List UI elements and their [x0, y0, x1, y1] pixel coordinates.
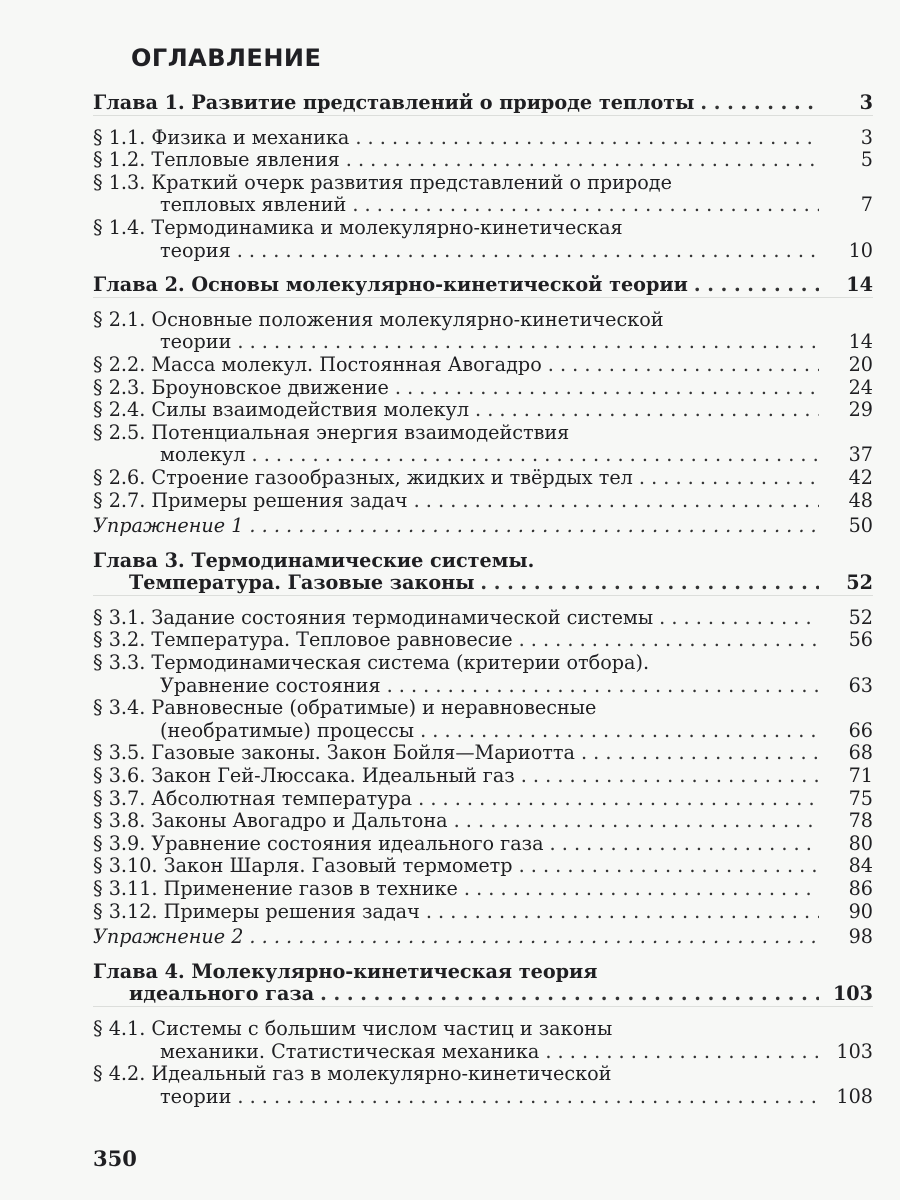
entry-line [93, 742, 873, 765]
entry-page-number: 90 [848, 899, 873, 923]
dot-leader [414, 490, 819, 513]
entry-title: § 3.1. Задание состояния термодинамической системы [93, 605, 654, 629]
entry-page-number: 84 [848, 854, 873, 878]
entry-line [93, 926, 873, 949]
dot-leader [320, 983, 819, 1006]
entry-line [93, 399, 873, 422]
entry-line [93, 550, 873, 573]
entry-page-number: 3 [860, 125, 873, 149]
entry-page-number: 56 [848, 628, 873, 652]
entry-title: § 1.3. Краткий очерк развития представлений о природе [93, 170, 672, 194]
chapter-entry[interactable] [93, 550, 873, 595]
entry-title: § 2.7. Примеры решения задач [93, 488, 408, 512]
entry-line [93, 194, 873, 217]
section-entry[interactable] [93, 149, 873, 172]
entry-title: Температура. Газовые законы [129, 571, 475, 595]
dot-leader [346, 149, 819, 172]
entry-line [93, 961, 873, 984]
entry-title: § 2.5. Потенциальная энергия взаимодействия [93, 420, 570, 444]
dot-leader [659, 607, 819, 630]
section-entry[interactable] [93, 172, 873, 217]
dot-leader [237, 240, 819, 263]
entry-title: § 1.1. Физика и механика [93, 125, 350, 149]
dot-leader [519, 855, 819, 878]
section-entry[interactable] [93, 1063, 873, 1108]
dot-leader [550, 833, 819, 856]
dot-leader [700, 92, 819, 115]
dot-leader [545, 1041, 819, 1064]
entry-page-number: 24 [848, 375, 873, 399]
entry-line [93, 855, 873, 878]
entry-line [93, 240, 873, 263]
entry-page-number: 48 [848, 488, 873, 512]
dot-leader [252, 444, 820, 467]
section-entry[interactable] [93, 354, 873, 377]
dot-leader [454, 810, 819, 833]
section-entry[interactable] [93, 422, 873, 467]
entry-line [93, 217, 873, 240]
entry-page-number: 14 [846, 273, 873, 297]
dot-leader [581, 742, 819, 765]
entry-page-number: 20 [848, 352, 873, 376]
entry-line [93, 697, 873, 720]
entry-title: Упражнение 2 [93, 925, 244, 949]
entry-title: молекул [160, 443, 246, 467]
entry-title: § 3.5. Газовые законы. Закон Бойля—Мариотта [93, 741, 575, 765]
section-entry[interactable] [93, 810, 873, 833]
dot-leader [519, 629, 819, 652]
entry-page-number: 10 [848, 238, 873, 262]
entry-line [93, 983, 873, 1006]
entry-title: теории [160, 330, 232, 354]
dot-leader [387, 675, 819, 698]
entry-title: (необратимые) процессы [160, 718, 415, 742]
exercise-entry[interactable] [93, 515, 873, 538]
section-entry[interactable] [93, 377, 873, 400]
entry-title: § 3.3. Термодинамическая система (критерии отбора). [93, 651, 650, 675]
section-entry[interactable] [93, 127, 873, 150]
section-entry[interactable] [93, 765, 873, 788]
entry-line [93, 675, 873, 698]
entry-line [93, 274, 873, 297]
entry-line [93, 765, 873, 788]
entry-page-number: 75 [848, 786, 873, 810]
entry-page-number: 71 [848, 764, 873, 788]
entry-title: идеального газа [129, 982, 315, 1006]
section-entry[interactable] [93, 490, 873, 513]
entry-page-number: 78 [848, 809, 873, 833]
entry-page-number: 63 [848, 673, 873, 697]
entry-title: § 1.4. Термодинамика и молекулярно-кинетическая [93, 215, 623, 239]
section-entry[interactable] [93, 309, 873, 354]
entry-line [93, 1086, 873, 1109]
entry-line [93, 92, 873, 115]
entry-title: § 3.9. Уравнение состояния идеального газа [93, 831, 544, 855]
section-entry[interactable] [93, 1018, 873, 1063]
dot-leader [694, 274, 819, 297]
entry-title: § 2.6. Строение газообразных, жидких и твёрдых тел [93, 465, 633, 489]
entry-line [93, 422, 873, 445]
entry-page-number: 7 [860, 193, 873, 217]
section-entry[interactable] [93, 652, 873, 697]
entry-line [93, 515, 873, 538]
dot-leader [249, 926, 819, 949]
entry-line [93, 572, 873, 595]
entry-title: § 3.8. Законы Авогадро и Дальтона [93, 809, 448, 833]
entry-title: § 3.6. Закон Гей-Люссака. Идеальный газ [93, 764, 515, 788]
entry-title: § 4.2. Идеальный газ в молекулярно-кинетической [93, 1062, 612, 1086]
entry-page-number: 37 [848, 443, 873, 467]
dot-leader [521, 765, 819, 788]
entry-title: § 3.7. Абсолютная температура [93, 786, 413, 810]
entry-line [93, 331, 873, 354]
entry-title: § 3.10. Закон Шарля. Газовый термометр [93, 854, 513, 878]
dot-leader [480, 572, 819, 595]
entry-page-number: 86 [848, 877, 873, 900]
entry-line [93, 1018, 873, 1041]
dot-leader [420, 720, 819, 743]
entry-line [93, 354, 873, 377]
section-entry[interactable] [93, 855, 873, 878]
entry-page-number: 52 [848, 605, 873, 629]
entry-page-number: 42 [848, 465, 873, 489]
entry-page-number: 14 [848, 330, 873, 354]
dot-leader [464, 878, 819, 901]
entry-line [93, 377, 873, 400]
dot-leader [355, 127, 819, 150]
entry-title: § 4.1. Системы с большим числом частиц и законы [93, 1016, 613, 1040]
entry-title: § 2.1. Основные положения молекулярно-кинетической [93, 307, 664, 331]
entry-page-number: 108 [836, 1084, 873, 1108]
dot-leader [639, 467, 819, 490]
entry-title: § 3.11. Применение газов в технике [93, 877, 458, 900]
chapter-entry[interactable] [93, 961, 873, 1006]
entry-title: § 3.4. Равновесные (обратимые) и неравновесные [93, 696, 597, 720]
entry-page-number: 50 [848, 514, 873, 538]
dot-leader [249, 515, 819, 538]
exercise-entry[interactable] [93, 926, 873, 949]
entry-line [93, 901, 873, 924]
entry-page-number: 103 [832, 982, 873, 1006]
entry-page-number: 29 [848, 398, 873, 422]
chapter-entry[interactable] [93, 92, 873, 115]
entry-title: § 3.2. Температура. Тепловое равновесие [93, 628, 513, 652]
entry-line [93, 607, 873, 630]
dot-leader [237, 331, 819, 354]
entry-line [93, 149, 873, 172]
dot-leader [548, 354, 819, 377]
entry-title: § 1.2. Тепловые явления [93, 148, 340, 172]
divider [93, 115, 873, 127]
entry-page-number: 52 [846, 571, 873, 595]
chapter-entry[interactable] [93, 274, 873, 297]
entry-line [93, 720, 873, 743]
table-of-contents [93, 92, 873, 1108]
dot-leader [237, 1086, 819, 1109]
section-entry[interactable] [93, 607, 873, 630]
entry-title: Глава 3. Термодинамические системы. [93, 548, 535, 572]
entry-title: теория [160, 238, 231, 262]
section-entry[interactable] [93, 878, 873, 901]
entry-title: Упражнение 1 [93, 514, 244, 538]
entry-page-number: 66 [848, 718, 873, 742]
entry-line [93, 490, 873, 513]
section-entry[interactable] [93, 833, 873, 856]
entry-line [93, 1063, 873, 1086]
dot-leader [352, 194, 819, 217]
entry-title: Глава 1. Развитие представлений о природе теплоты [93, 91, 695, 114]
entry-line [93, 878, 873, 901]
entry-page-number: 3 [859, 91, 873, 114]
page-title: ОГЛАВЛЕНИЕ [131, 44, 322, 72]
entry-title: Глава 2. Основы молекулярно-кинетической теории [93, 273, 688, 297]
entry-line [93, 652, 873, 675]
section-entry[interactable] [93, 697, 873, 742]
entry-page-number: 80 [848, 831, 873, 855]
entry-title: § 2.4. Силы взаимодействия молекул [93, 398, 470, 422]
section-entry[interactable] [93, 467, 873, 490]
section-entry[interactable] [93, 629, 873, 652]
entry-page-number: 68 [848, 741, 873, 765]
section-entry[interactable] [93, 217, 873, 262]
entry-line [93, 810, 873, 833]
entry-title: Уравнение состояния [160, 673, 381, 697]
entry-title: § 2.3. Броуновское движение [93, 375, 389, 399]
entry-page-number: 98 [848, 925, 873, 949]
entry-line [93, 127, 873, 150]
section-entry[interactable] [93, 788, 873, 811]
entry-line [93, 172, 873, 195]
entry-title: § 2.2. Масса молекул. Постоянная Авогадро [93, 352, 542, 376]
entry-line [93, 788, 873, 811]
dot-leader [418, 788, 819, 811]
entry-title: тепловых явлений [160, 193, 347, 217]
entry-line [93, 444, 873, 467]
page-number: 350 [93, 1146, 137, 1171]
dot-leader [395, 377, 819, 400]
section-entry[interactable] [93, 742, 873, 765]
entry-page-number: 103 [836, 1039, 873, 1063]
entry-line [93, 833, 873, 856]
entry-title: механики. Статистическая механика [160, 1039, 540, 1063]
entry-title: § 3.12. Примеры решения задач [93, 899, 420, 923]
entry-line [93, 309, 873, 332]
entry-line [93, 1041, 873, 1064]
section-entry[interactable] [93, 399, 873, 422]
entry-page-number: 5 [860, 148, 873, 172]
entry-title: Глава 4. Молекулярно-кинетическая теория [93, 959, 598, 983]
entry-line [93, 467, 873, 490]
dot-leader [426, 901, 819, 924]
entry-line [93, 629, 873, 652]
divider [93, 297, 873, 309]
dot-leader [475, 399, 819, 422]
entry-title: теории [160, 1084, 232, 1108]
section-entry[interactable] [93, 901, 873, 924]
